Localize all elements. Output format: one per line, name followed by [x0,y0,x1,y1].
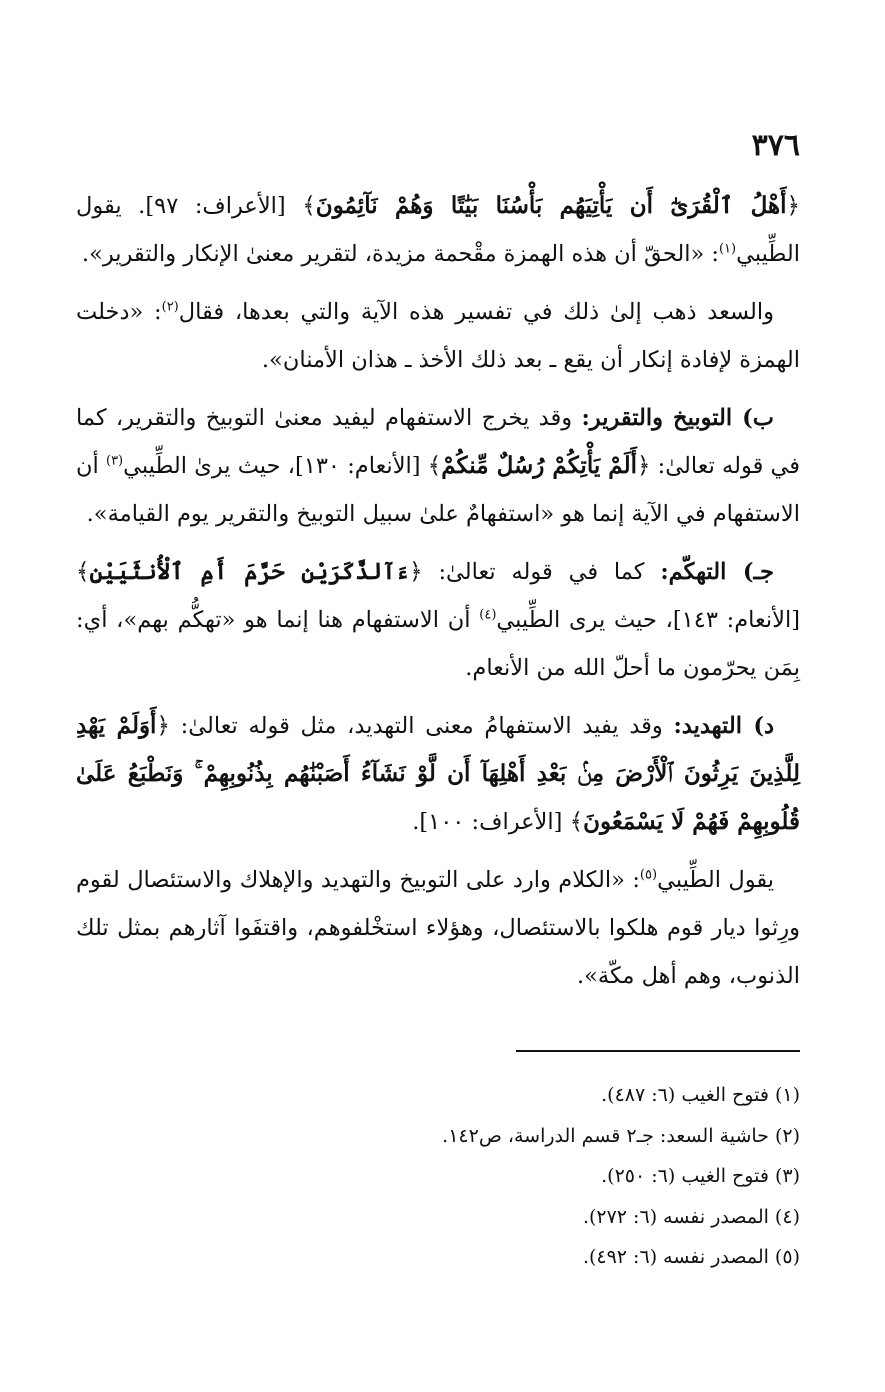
paragraph-text: حيث يرىٰ الطِّيبي [123,453,281,479]
section-label: ب) التوبيخ والتقرير: [581,405,774,431]
quran-close-bracket: ﴾ [427,453,442,479]
section-label: جـ) التهكّم: [660,559,775,585]
quran-verse-text: ءَآلذَّكَرَيْنِ حَرَّمَ أَمِ ٱلْأُنثَيَيْنِ [89,558,410,585]
quran-verse [302,192,800,219]
quran-verse-text: أَوَلَمْ يَهْدِ لِلَّذِينَ يَرِثُونَ ٱلْأَرْضَ مِنۢ بَعْدِ أَهْلِهَآ أَن لَّوْ نَشَآءُ أَصَبْنَٰهُم بِذُنُوبِهِمْ ۚ وَنَطْبَعُ عَلَىٰ قُلُوبِهِمْ فَهُمْ لَا يَسْمَعُونَ [76,712,800,835]
paragraph-text: : «الكلام وارد على التوبيخ والتهديد والإهلاك والاستئصال لقوم ورِثوا ديار قوم هلكوا بالاستئصال، وهؤلاء استخْلفوهم، واقتفَوا آثارهم بمثل تلك الذنوب، وهم أهل مكّة». [76,867,800,989]
footnote-marker: (٤) [479,607,497,623]
quran-open-bracket: ﴿ [409,559,423,585]
paragraph-text: : «دخلت الهمزة لإفادة إنكار أن يقع ـ بعد ذلك الأخذ ـ هذان الأمنان». [76,299,800,373]
paragraph-text: حيث يرى الطِّيبي [496,607,657,633]
verse-reference: [الأعراف: ٩٧]. [138,193,286,219]
paragraph-text: يقول الطِّيبي [76,193,800,267]
footnotes-list [76,1075,800,1278]
page-number: ٣٧٦ [751,128,800,163]
quran-close-bracket: ﴾ [302,193,316,219]
quran-verse [76,558,423,585]
footnote-divider [516,1050,800,1052]
quran-verse-text: أَلَمْ يَأْتِكُمْ رُسُلٌ مِّنكُمْ [441,452,637,479]
quran-open-bracket: ﴿ [156,713,170,739]
footnote-marker: (٢) [161,299,179,315]
footnote-marker: (٥) [639,867,658,883]
paragraph-text: : «الحقّ أن هذه الهمزة مقْحمة مزيدة، لتقرير معنىٰ الإنكار والتقرير». [81,241,719,267]
quran-open-bracket: ﴿ [786,193,800,219]
paragraph-text: أن الاستفهام هنا إنما هو «تهكُّم بهم»، أي: بِمَن يحرّمون ما أحلّ الله من الأنعام. [76,607,800,681]
footnote-4: (٤) المصدر نفسه (٦: ٢٧٢). [582,1205,800,1228]
verse-reference: [الأنعام: ١٣٠]، [287,453,421,479]
verse-reference: [الأعراف: ١٠٠]. [412,809,563,835]
quran-verse [428,452,651,479]
paragraph-text: وقد يفيد الاستفهامُ معنى التهديد، مثل قوله تعالىٰ: [180,713,663,739]
footnote-5: (٥) المصدر نفسه (٦: ٤٩٢). [582,1246,800,1268]
paragraph-2 [76,288,800,384]
footnote-3: (٣) فتوح الغيب (٦: ٢٥٠). [601,1165,800,1187]
paragraph-6 [76,856,800,1000]
paragraph-1 [76,182,800,278]
paragraph-5 [76,702,800,846]
footnote-1: (١) فتوح الغيب (٦: ٤٨٧). [601,1084,800,1106]
paragraph-text: أن الاستفهام في الآية إنما هو «استفهامٌ علىٰ سبيل التوبيخ والتقرير يوم القيامة». [76,453,800,527]
quran-open-bracket: ﴿ [636,453,651,479]
paragraph-text: كما في قوله تعالىٰ: [438,559,645,585]
footnote-marker: (٣) [105,453,124,469]
verse-reference: [الأنعام: ١٤٣]، [665,607,801,633]
paragraph-4 [76,548,800,692]
section-label: د) التهديد: [673,713,774,739]
footnote-marker: (١) [718,241,737,257]
main-text [76,182,800,1000]
paragraph-text: وقد يخرج الاستفهام ليفيد معنىٰ التوبيخ والتقرير، كما في قوله تعالىٰ: [76,405,801,479]
paragraph-text: يقول الطِّيبي [657,867,774,893]
quran-verse-text: أَهْلُ ٱلْقُرَىٰٓ أَن يَأْتِيَهُم بَأْسُنَا بَيَٰتًا وَهُمْ نَآئِمُونَ [315,192,787,219]
paragraph-3 [76,394,800,538]
paragraph-text: والسعد ذهب إلىٰ ذلك في تفسير هذه الآية والتي بعدها، فقال [178,299,774,325]
quran-close-bracket: ﴾ [569,809,584,835]
quran-close-bracket: ﴾ [76,559,90,585]
footnote-2: (٢) حاشية السعد: جـ٢ قسم الدراسة، ص١٤٢. [442,1124,800,1147]
